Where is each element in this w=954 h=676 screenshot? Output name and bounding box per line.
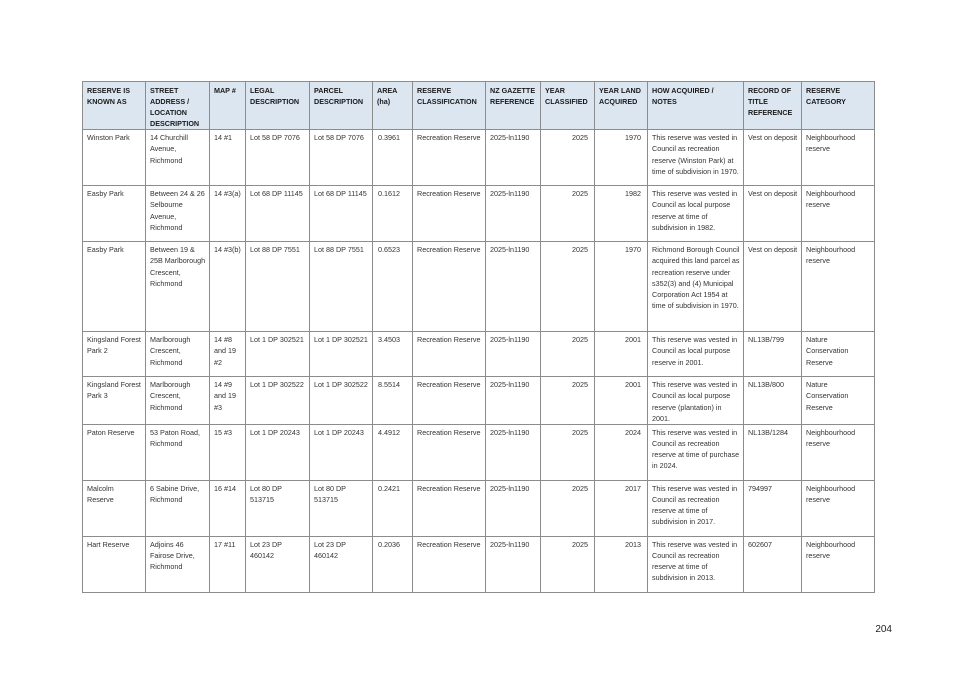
cell-gazette: 2025-ln1190 bbox=[486, 242, 541, 332]
cell-address: 14 Churchill Avenue, Richmond bbox=[146, 130, 210, 186]
cell-title-ref: NL13B/800 bbox=[744, 377, 802, 424]
cell-notes: This reserve was vested in Council as recreation reserve (Winston Park) at time of subdivision in 1970. bbox=[648, 130, 744, 186]
table-row bbox=[83, 130, 875, 186]
cell-year-acquired: 2024 bbox=[595, 424, 648, 480]
cell-parcel: Lot 88 DP 7551 bbox=[310, 242, 373, 332]
cell-gazette: 2025-ln1190 bbox=[486, 377, 541, 424]
cell-year-classified: 2025 bbox=[541, 242, 595, 332]
table-row bbox=[83, 377, 875, 424]
cell-category: Neighbourhood reserve bbox=[802, 480, 875, 536]
cell-year-classified: 2025 bbox=[541, 480, 595, 536]
cell-address: 6 Sabine Drive, Richmond bbox=[146, 480, 210, 536]
cell-title-ref: 794997 bbox=[744, 480, 802, 536]
cell-gazette: 2025-ln1190 bbox=[486, 332, 541, 377]
cell-legal: Lot 23 DP 460142 bbox=[246, 536, 310, 592]
cell-reserve-name: Kingsland Forest Park 3 bbox=[83, 377, 146, 424]
cell-area: 4.4912 bbox=[373, 424, 413, 480]
cell-legal: Lot 1 DP 20243 bbox=[246, 424, 310, 480]
reserves-table bbox=[82, 81, 875, 593]
cell-year-classified: 2025 bbox=[541, 377, 595, 424]
cell-year-acquired: 2017 bbox=[595, 480, 648, 536]
cell-parcel: Lot 1 DP 20243 bbox=[310, 424, 373, 480]
cell-reserve-name: Hart Reserve bbox=[83, 536, 146, 592]
cell-year-acquired: 2001 bbox=[595, 332, 648, 377]
cell-map: 14 #3(a) bbox=[210, 186, 246, 242]
cell-year-classified: 2025 bbox=[541, 186, 595, 242]
cell-reserve-name: Malcolm Reserve bbox=[83, 480, 146, 536]
cell-address: 53 Paton Road, Richmond bbox=[146, 424, 210, 480]
cell-parcel: Lot 1 DP 302521 bbox=[310, 332, 373, 377]
cell-reserve-name: Paton Reserve bbox=[83, 424, 146, 480]
cell-title-ref: NL13B/1284 bbox=[744, 424, 802, 480]
cell-notes: Richmond Borough Council acquired this land parcel as recreation reserve under s352(3) and (4) Municipal Corporation Act 1954 at time of subdivision in 1970. bbox=[648, 242, 744, 332]
cell-parcel: Lot 68 DP 11145 bbox=[310, 186, 373, 242]
cell-category: Nature Conservation Reserve bbox=[802, 377, 875, 424]
cell-notes: This reserve was vested in Council as local purpose reserve (plantation) in 2001. bbox=[648, 377, 744, 424]
cell-category: Neighbourhood reserve bbox=[802, 536, 875, 592]
cell-map: 16 #14 bbox=[210, 480, 246, 536]
cell-reserve-name: Easby Park bbox=[83, 186, 146, 242]
cell-classification: Recreation Reserve bbox=[413, 424, 486, 480]
cell-year-acquired: 1970 bbox=[595, 242, 648, 332]
header-reserve-name: RESERVE IS KNOWN AS bbox=[83, 82, 146, 130]
cell-map: 14 #8 and 19 #2 bbox=[210, 332, 246, 377]
cell-legal: Lot 1 DP 302521 bbox=[246, 332, 310, 377]
table-row bbox=[83, 332, 875, 377]
table-row bbox=[83, 424, 875, 480]
cell-year-acquired: 1982 bbox=[595, 186, 648, 242]
cell-legal: Lot 1 DP 302522 bbox=[246, 377, 310, 424]
cell-classification: Recreation Reserve bbox=[413, 480, 486, 536]
header-reserve-category: RESERVE CATEGORY bbox=[802, 82, 875, 130]
cell-gazette: 2025-ln1190 bbox=[486, 536, 541, 592]
cell-classification: Recreation Reserve bbox=[413, 536, 486, 592]
cell-classification: Recreation Reserve bbox=[413, 130, 486, 186]
cell-notes: This reserve was vested in Council as local purpose reserve at time of subdivision in 1982. bbox=[648, 186, 744, 242]
header-map: MAP # bbox=[210, 82, 246, 130]
cell-area: 0.3961 bbox=[373, 130, 413, 186]
table-header-row bbox=[83, 82, 875, 130]
cell-title-ref: NL13B/799 bbox=[744, 332, 802, 377]
page-number: 204 bbox=[875, 624, 892, 635]
cell-notes: This reserve was vested in Council as recreation reserve at time of subdivision in 2013. bbox=[648, 536, 744, 592]
cell-reserve-name: Winston Park bbox=[83, 130, 146, 186]
table-row bbox=[83, 242, 875, 332]
cell-parcel: Lot 58 DP 7076 bbox=[310, 130, 373, 186]
cell-category: Neighbourhood reserve bbox=[802, 424, 875, 480]
header-area: AREA (ha) bbox=[373, 82, 413, 130]
cell-year-classified: 2025 bbox=[541, 332, 595, 377]
header-year-classified: YEAR CLASSIFIED bbox=[541, 82, 595, 130]
cell-classification: Recreation Reserve bbox=[413, 242, 486, 332]
cell-gazette: 2025-ln1190 bbox=[486, 130, 541, 186]
cell-area: 0.1612 bbox=[373, 186, 413, 242]
cell-area: 0.2036 bbox=[373, 536, 413, 592]
cell-legal: Lot 58 DP 7076 bbox=[246, 130, 310, 186]
cell-year-classified: 2025 bbox=[541, 536, 595, 592]
header-street-address: STREET ADDRESS / LOCATION DESCRIPTION bbox=[146, 82, 210, 130]
cell-address: Marlborough Crescent, Richmond bbox=[146, 377, 210, 424]
cell-parcel: Lot 23 DP 460142 bbox=[310, 536, 373, 592]
cell-map: 14 #1 bbox=[210, 130, 246, 186]
cell-reserve-name: Kingsland Forest Park 2 bbox=[83, 332, 146, 377]
cell-address: Marlborough Crescent, Richmond bbox=[146, 332, 210, 377]
cell-address: Between 19 & 25B Marlborough Crescent, Richmond bbox=[146, 242, 210, 332]
cell-year-classified: 2025 bbox=[541, 130, 595, 186]
cell-category: Nature Conservation Reserve bbox=[802, 332, 875, 377]
reserves-table-container bbox=[82, 81, 874, 593]
cell-title-ref: Vest on deposit bbox=[744, 130, 802, 186]
cell-notes: This reserve was vested in Council as local purpose reserve in 2001. bbox=[648, 332, 744, 377]
table-row bbox=[83, 480, 875, 536]
cell-year-acquired: 2013 bbox=[595, 536, 648, 592]
header-title-reference: RECORD OF TITLE REFERENCE bbox=[744, 82, 802, 130]
table-row bbox=[83, 536, 875, 592]
cell-parcel: Lot 80 DP 513715 bbox=[310, 480, 373, 536]
cell-title-ref: Vest on deposit bbox=[744, 242, 802, 332]
cell-legal: Lot 68 DP 11145 bbox=[246, 186, 310, 242]
header-reserve-classification: RESERVE CLASSIFICATION bbox=[413, 82, 486, 130]
cell-title-ref: Vest on deposit bbox=[744, 186, 802, 242]
cell-area: 0.2421 bbox=[373, 480, 413, 536]
cell-classification: Recreation Reserve bbox=[413, 332, 486, 377]
cell-category: Neighbourhood reserve bbox=[802, 242, 875, 332]
cell-gazette: 2025-ln1190 bbox=[486, 186, 541, 242]
cell-year-acquired: 2001 bbox=[595, 377, 648, 424]
header-parcel-description: PARCEL DESCRIPTION bbox=[310, 82, 373, 130]
cell-address: Adjoins 46 Fairose Drive, Richmond bbox=[146, 536, 210, 592]
cell-category: Neighbourhood reserve bbox=[802, 186, 875, 242]
cell-gazette: 2025-ln1190 bbox=[486, 480, 541, 536]
cell-area: 0.6523 bbox=[373, 242, 413, 332]
header-year-acquired: YEAR LAND ACQUIRED bbox=[595, 82, 648, 130]
cell-notes: This reserve was vested in Council as recreation reserve at time of subdivision in 2017. bbox=[648, 480, 744, 536]
cell-area: 8.5514 bbox=[373, 377, 413, 424]
cell-legal: Lot 88 DP 7551 bbox=[246, 242, 310, 332]
cell-parcel: Lot 1 DP 302522 bbox=[310, 377, 373, 424]
cell-classification: Recreation Reserve bbox=[413, 186, 486, 242]
header-gazette-reference: NZ GAZETTE REFERENCE bbox=[486, 82, 541, 130]
cell-reserve-name: Easby Park bbox=[83, 242, 146, 332]
cell-gazette: 2025-ln1190 bbox=[486, 424, 541, 480]
cell-map: 14 #3(b) bbox=[210, 242, 246, 332]
cell-category: Neighbourhood reserve bbox=[802, 130, 875, 186]
cell-notes: This reserve was vested in Council as recreation reserve at time of purchase in 2024. bbox=[648, 424, 744, 480]
cell-classification: Recreation Reserve bbox=[413, 377, 486, 424]
cell-legal: Lot 80 DP 513715 bbox=[246, 480, 310, 536]
cell-area: 3.4503 bbox=[373, 332, 413, 377]
header-notes: HOW ACQUIRED / NOTES bbox=[648, 82, 744, 130]
table-row bbox=[83, 186, 875, 242]
cell-map: 14 #9 and 19 #3 bbox=[210, 377, 246, 424]
cell-title-ref: 602607 bbox=[744, 536, 802, 592]
cell-map: 15 #3 bbox=[210, 424, 246, 480]
cell-year-classified: 2025 bbox=[541, 424, 595, 480]
cell-address: Between 24 & 26 Selbourne Avenue, Richmond bbox=[146, 186, 210, 242]
cell-year-acquired: 1970 bbox=[595, 130, 648, 186]
header-legal-description: LEGAL DESCRIPTION bbox=[246, 82, 310, 130]
cell-map: 17 #11 bbox=[210, 536, 246, 592]
